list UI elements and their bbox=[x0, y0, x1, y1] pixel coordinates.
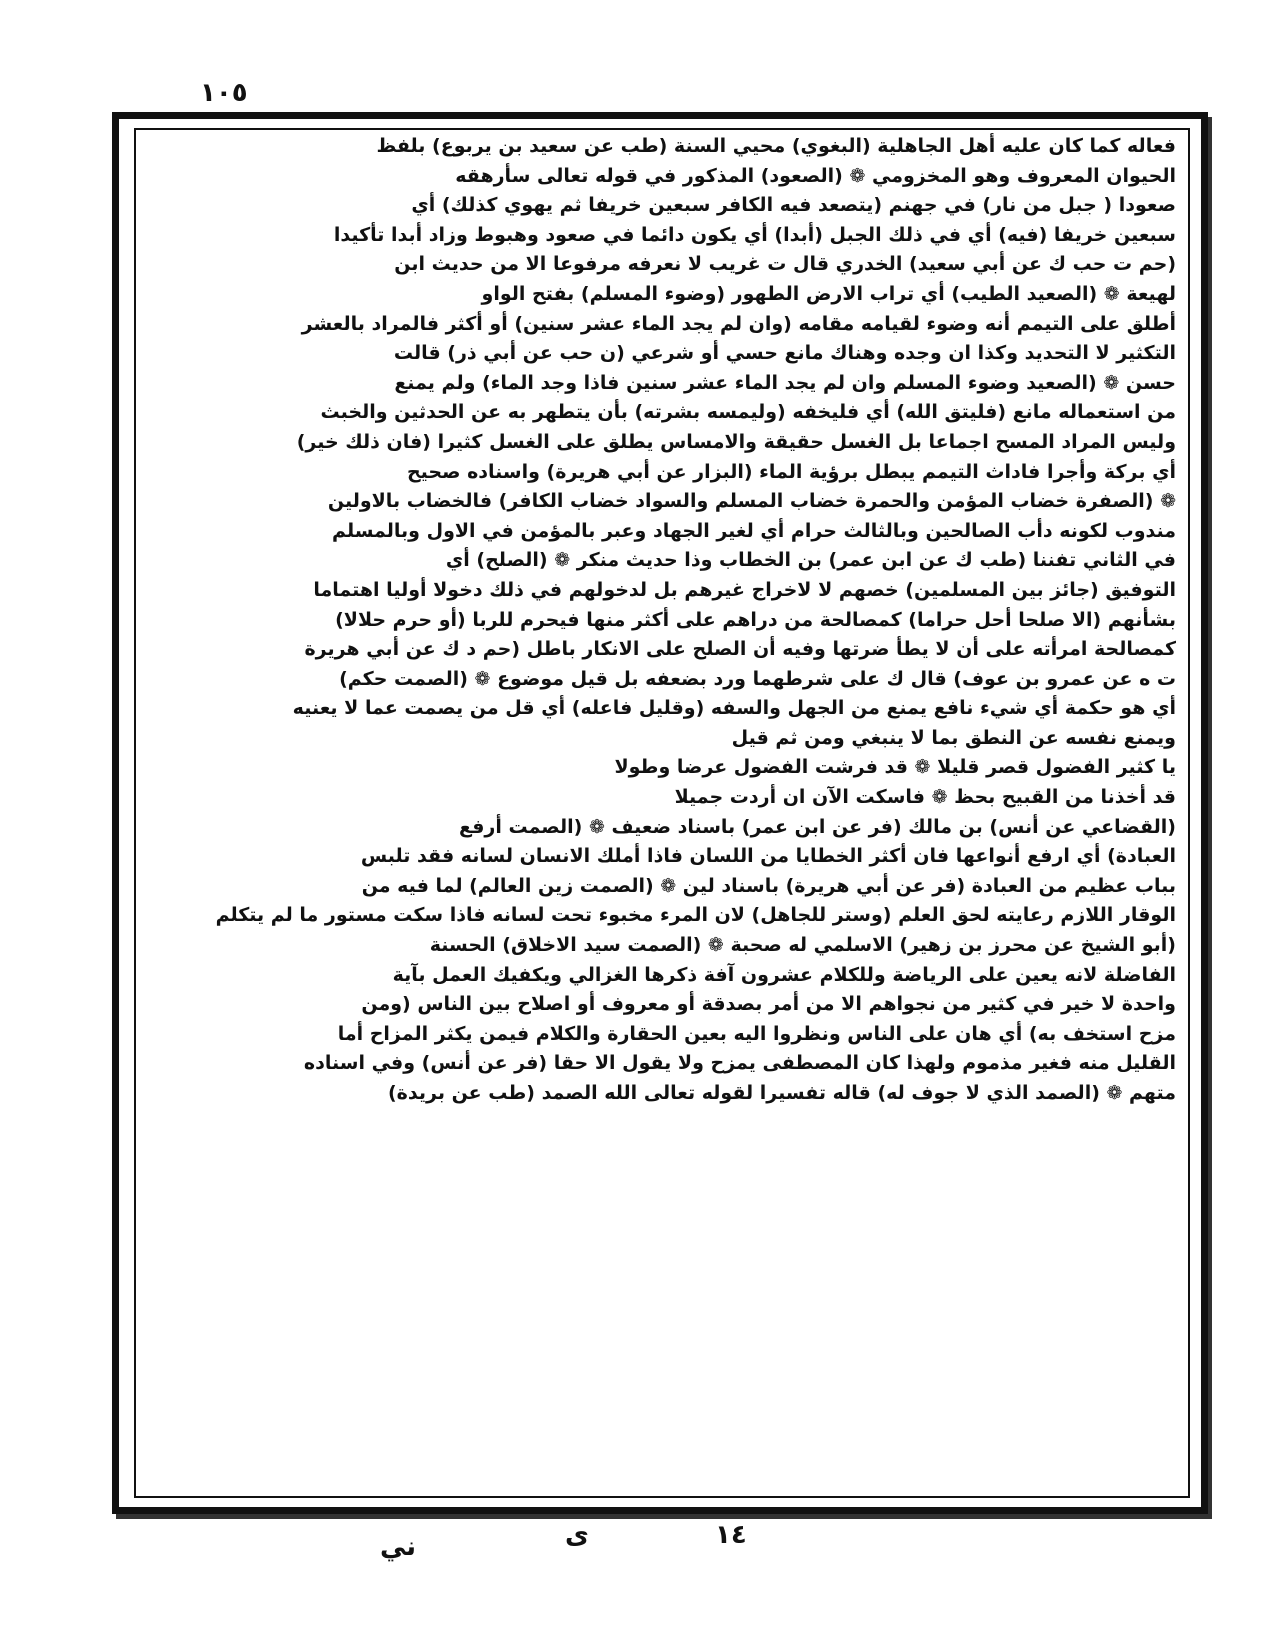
text-line: (حم ت حب ك عن أبي سعيد) الخدري قال ت غريب لا نعرفه مرفوعا الا من حديث ابن bbox=[394, 253, 1176, 276]
text-line: الحيوان المعروف وهو المخزومي ❁ (الصعود) المذكور في قوله تعالى سأرهقه bbox=[455, 164, 1176, 187]
text-line: واحدة لا خير في كثير من نجواهم الا من أمر بصدقة أو معروف أو اصلاح بين الناس (ومن bbox=[361, 993, 1176, 1016]
poem-verse: قد أخذنا من القبيح بحظ ❁ فاسكت الآن ان أردت جميلا bbox=[674, 786, 1176, 809]
text-line: العبادة) أي ارفع أنواعها فان أكثر الخطايا من اللسان فاذا أملك الانسان لسانه فقد تلبس bbox=[360, 845, 1176, 868]
text-line: (القضاعي عن أنس) بن مالك (فر عن ابن عمر) باسناد ضعيف ❁ (الصمت أرفع bbox=[458, 815, 1176, 838]
text-line: حسن ❁ (الصعيد وضوء المسلم وان لم يجد الماء عشر سنين فاذا وجد الماء) ولم يمنع bbox=[394, 371, 1176, 394]
text-line: كمصالحة امرأته على أن لا يطأ ضرتها وفيه أن الصلح على الانكار باطل (حم د ك عن أبي هريرة bbox=[304, 638, 1176, 661]
text-line: صعودا ( جبل من نار) في جهنم (يتصعد فيه الكافر سبعين خريفا ثم يهوي كذلك) أي bbox=[411, 194, 1176, 217]
text-line: من استعماله مانع (فليتق الله) أي فليخفه (وليمسه بشرته) بأن يتطهر به عن الحدثين والخبث bbox=[320, 401, 1176, 424]
signature-mark: ى bbox=[565, 1520, 589, 1550]
page-number: ١٠٥ bbox=[200, 78, 248, 108]
text-line: ويمنع نفسه عن النطق بما لا ينبغي ومن ثم قيل bbox=[731, 726, 1176, 749]
text-line: التوفيق (جائز بين المسلمين) خصهم لا لاخراج غيرهم بل لدخولهم في ذلك دخولا أوليا اهتماما bbox=[313, 578, 1176, 601]
text-line: (أبو الشيخ عن محرز بن زهير) الاسلمي له صحبة ❁ (الصمت سيد الاخلاق) الحسنة bbox=[429, 934, 1176, 957]
text-line: فعاله كما كان عليه أهل الجاهلية (البغوي) محيي السنة (طب عن سعيد بن يربوع) بلفظ bbox=[376, 135, 1176, 157]
text-line: أي بركة وأجرا فاداث التيمم يبطل برؤية الماء (البزار عن أبي هريرة) واسناده صحيح bbox=[406, 460, 1176, 483]
signature-mark: ١٤ bbox=[715, 1520, 747, 1550]
text-line: في الثاني تفننا (طب ك عن ابن عمر) بن الخطاب وذا حديث منكر ❁ (الصلح) أي bbox=[445, 549, 1176, 572]
text-line: أطلق على التيمم أنه وضوء لقيامه مقامه (وان لم يجد الماء عشر سنين) أو أكثر فالمراد بالعشر bbox=[301, 312, 1176, 335]
signature-mark: ني bbox=[380, 1532, 417, 1562]
text-line: أي هو حكمة أي شيء نافع يمنع من الجهل والسفه (وقليل فاعله) أي قل من يصمت عما لا يعنيه bbox=[292, 697, 1176, 720]
main-text bbox=[148, 132, 1176, 1494]
text-line: وليس المراد المسح اجماعا بل الغسل حقيقة والامساس يطلق على الغسل كثيرا (فان ذلك خير) bbox=[296, 430, 1176, 453]
text-line: ت ه عن عمرو بن عوف) قال ك على شرطهما ورد بضعفه بل قيل موضوع ❁ (الصمت حكم) bbox=[339, 667, 1176, 690]
text-line: مندوب لكونه دأب الصالحين وبالثالث حرام أي لغير الجهاد وعبر بالمؤمن في الاول وبالمسلم bbox=[332, 519, 1176, 542]
text-line: التكثير لا التحديد وكذا ان وجده وهناك مانع حسي أو شرعي (ن حب عن أبي ذر) قالت bbox=[393, 342, 1176, 365]
text-line: مزح استخف به) أي هان على الناس ونظروا اليه بعين الحقارة والكلام فيمن يكثر المزاح أما bbox=[337, 1022, 1176, 1045]
text-line: سبعين خريفا (فيه) أي في ذلك الجبل (أبدا) أي يكون دائما في صعود وهبوط وزاد أبدا تأكيدا bbox=[333, 223, 1176, 246]
text-line: الوقار اللازم رعايته لحق العلم (وستر للجاهل) لان المرء مخبوء تحت لسانه فاذا سكت مستور ما لم يتكلم bbox=[215, 904, 1176, 927]
text-line: بشأنهم (الا صلحا أحل حراما) كمصالحة من دراهم على أكثر منها فيحرم للربا (أو حرم حلالا) bbox=[335, 608, 1176, 631]
text-line: الفاضلة لانه يعين على الرياضة وللكلام عشرون آفة ذكرها الغزالي ويكفيك العمل بآية bbox=[392, 963, 1176, 986]
text-line: متهم ❁ (الصمد الذي لا جوف له) قاله تفسيرا لقوله تعالى الله الصمد (طب عن بريدة) bbox=[388, 1082, 1176, 1104]
signature-marks bbox=[380, 1520, 800, 1560]
text-line: بباب عظيم من العبادة (فر عن أبي هريرة) باسناد لين ❁ (الصمت زين العالم) لما فيه من bbox=[361, 874, 1176, 897]
poem-verse: يا كثير الفضول قصر قليلا ❁ قد فرشت الفضول عرضا وطولا bbox=[614, 756, 1176, 779]
text-line: القليل منه فغير مذموم ولهذا كان المصطفى يمزح ولا يقول الا حقا (فر عن أنس) وفي اسناده bbox=[303, 1052, 1176, 1075]
text-line: لهيعة ❁ (الصعيد الطيب) أي تراب الارض الطهور (وضوء المسلم) بفتح الواو bbox=[481, 282, 1176, 305]
text-line: ❁ (الصفرة خضاب المؤمن والحمرة خضاب المسلم والسواد خضاب الكافر) فالخضاب بالاولين bbox=[327, 490, 1176, 513]
